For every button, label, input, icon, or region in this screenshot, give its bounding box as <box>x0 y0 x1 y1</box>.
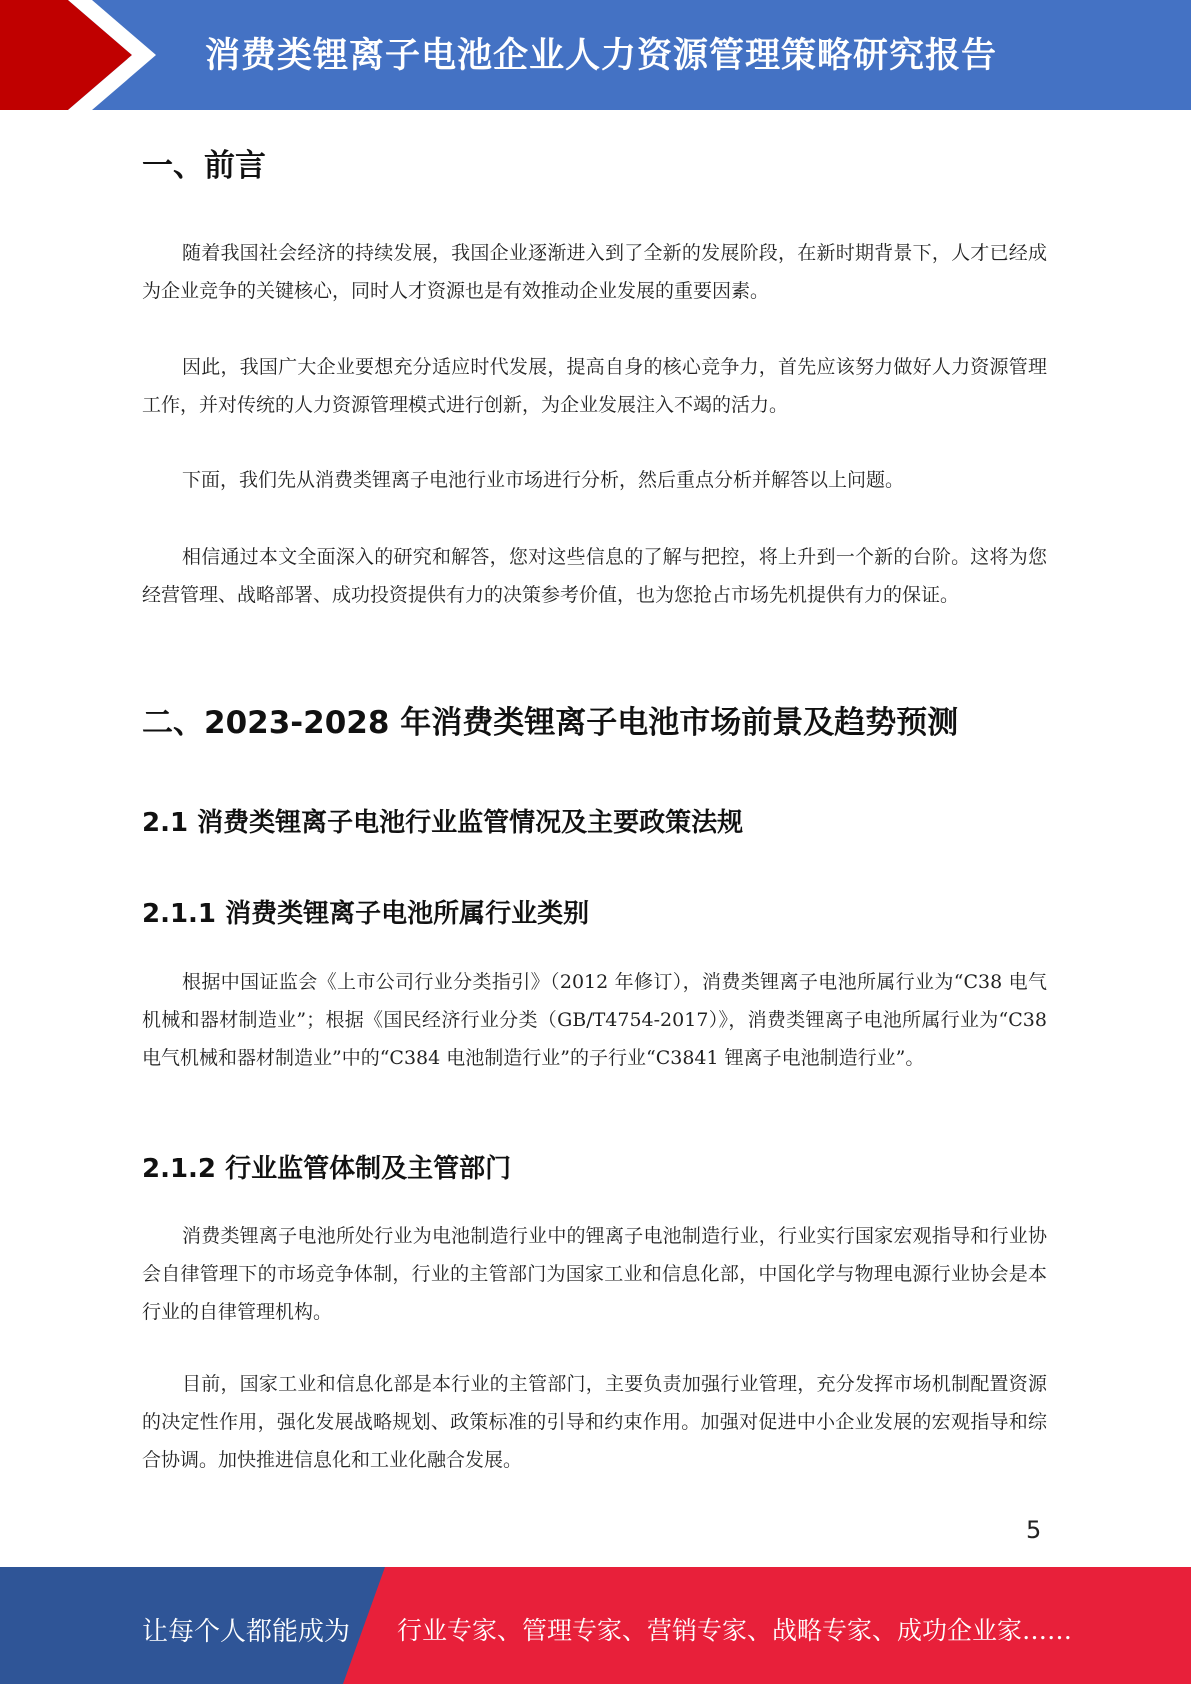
footer-banner <box>0 1567 1191 1684</box>
subsection-heading-2-1-1: 2.1.1 消费类锂离子电池所属行业类别 <box>142 899 590 929</box>
footer-slogan-left: 让每个人都能成为 <box>142 1617 351 1647</box>
paragraph: 消费类锂离子电池所处行业为电池制造行业中的锂离子电池制造行业，行业实行国家宏观指导和行业协会自律管理下的市场竞争体制，行业的主管部门为国家工业和信息化部，中国化学与物理电源行业协会是本行业的自律管理机构。 <box>142 1225 1047 1323</box>
paragraph: 随着我国社会经济的持续发展，我国企业逐渐进入到了全新的发展阶段，在新时期背景下，人才已经成为企业竞争的关键核心，同时人才资源也是有效推动企业发展的重要因素。 <box>142 242 1047 302</box>
report-title: 消费类锂离子电池企业人力资源管理策略研究报告 <box>205 36 998 76</box>
subsection-heading-2-1: 2.1 消费类锂离子电池行业监管情况及主要政策法规 <box>142 808 744 838</box>
paragraph: 相信通过本文全面深入的研究和解答，您对这些信息的了解与把控，将上升到一个新的台阶。这将为您经营管理、战略部署、成功投资提供有力的决策参考价值，也为您抢占市场先机提供有力的保证。 <box>142 546 1047 606</box>
header-banner <box>0 0 1191 110</box>
footer-slogan-right: 行业专家、管理专家、营销专家、战略专家、成功企业家…… <box>397 1616 1073 1645</box>
page-number: 5 <box>1026 1516 1042 1544</box>
paragraph: 根据中国证监会《上市公司行业分类指引》（2012 年修订），消费类锂离子电池所属行业为“C38 电气机械和器材制造业”；根据《国民经济行业分类（GB/T4754-2017）》，消费类锂离子电池所属行业为“C38 电气机械和器材制造业”中的“C384 电池制造行业”的子行业“C3841 锂离子电池制造行业”。 <box>142 971 1047 1069</box>
paragraph: 目前，国家工业和信息化部是本行业的主管部门，主要负责加强行业管理，充分发挥市场机制配置资源的决定性作用，强化发展战略规划、政策标准的引导和约束作用。加强对促进中小企业发展的宏观指导和综合协调。加快推进信息化和工业化融合发展。 <box>142 1373 1047 1471</box>
subsection-heading-2-1-2: 2.1.2 行业监管体制及主管部门 <box>142 1154 512 1184</box>
section-heading-preface: 一、前言 <box>142 148 266 184</box>
paragraph: 下面，我们先从消费类锂离子电池行业市场进行分析，然后重点分析并解答以上问题。 <box>182 469 905 491</box>
section-heading-forecast: 二、2023-2028 年消费类锂离子电池市场前景及趋势预测 <box>142 705 959 741</box>
paragraph: 因此，我国广大企业要想充分适应时代发展，提高自身的核心竞争力，首先应该努力做好人力资源管理工作，并对传统的人力资源管理模式进行创新，为企业发展注入不竭的活力。 <box>142 356 1047 416</box>
